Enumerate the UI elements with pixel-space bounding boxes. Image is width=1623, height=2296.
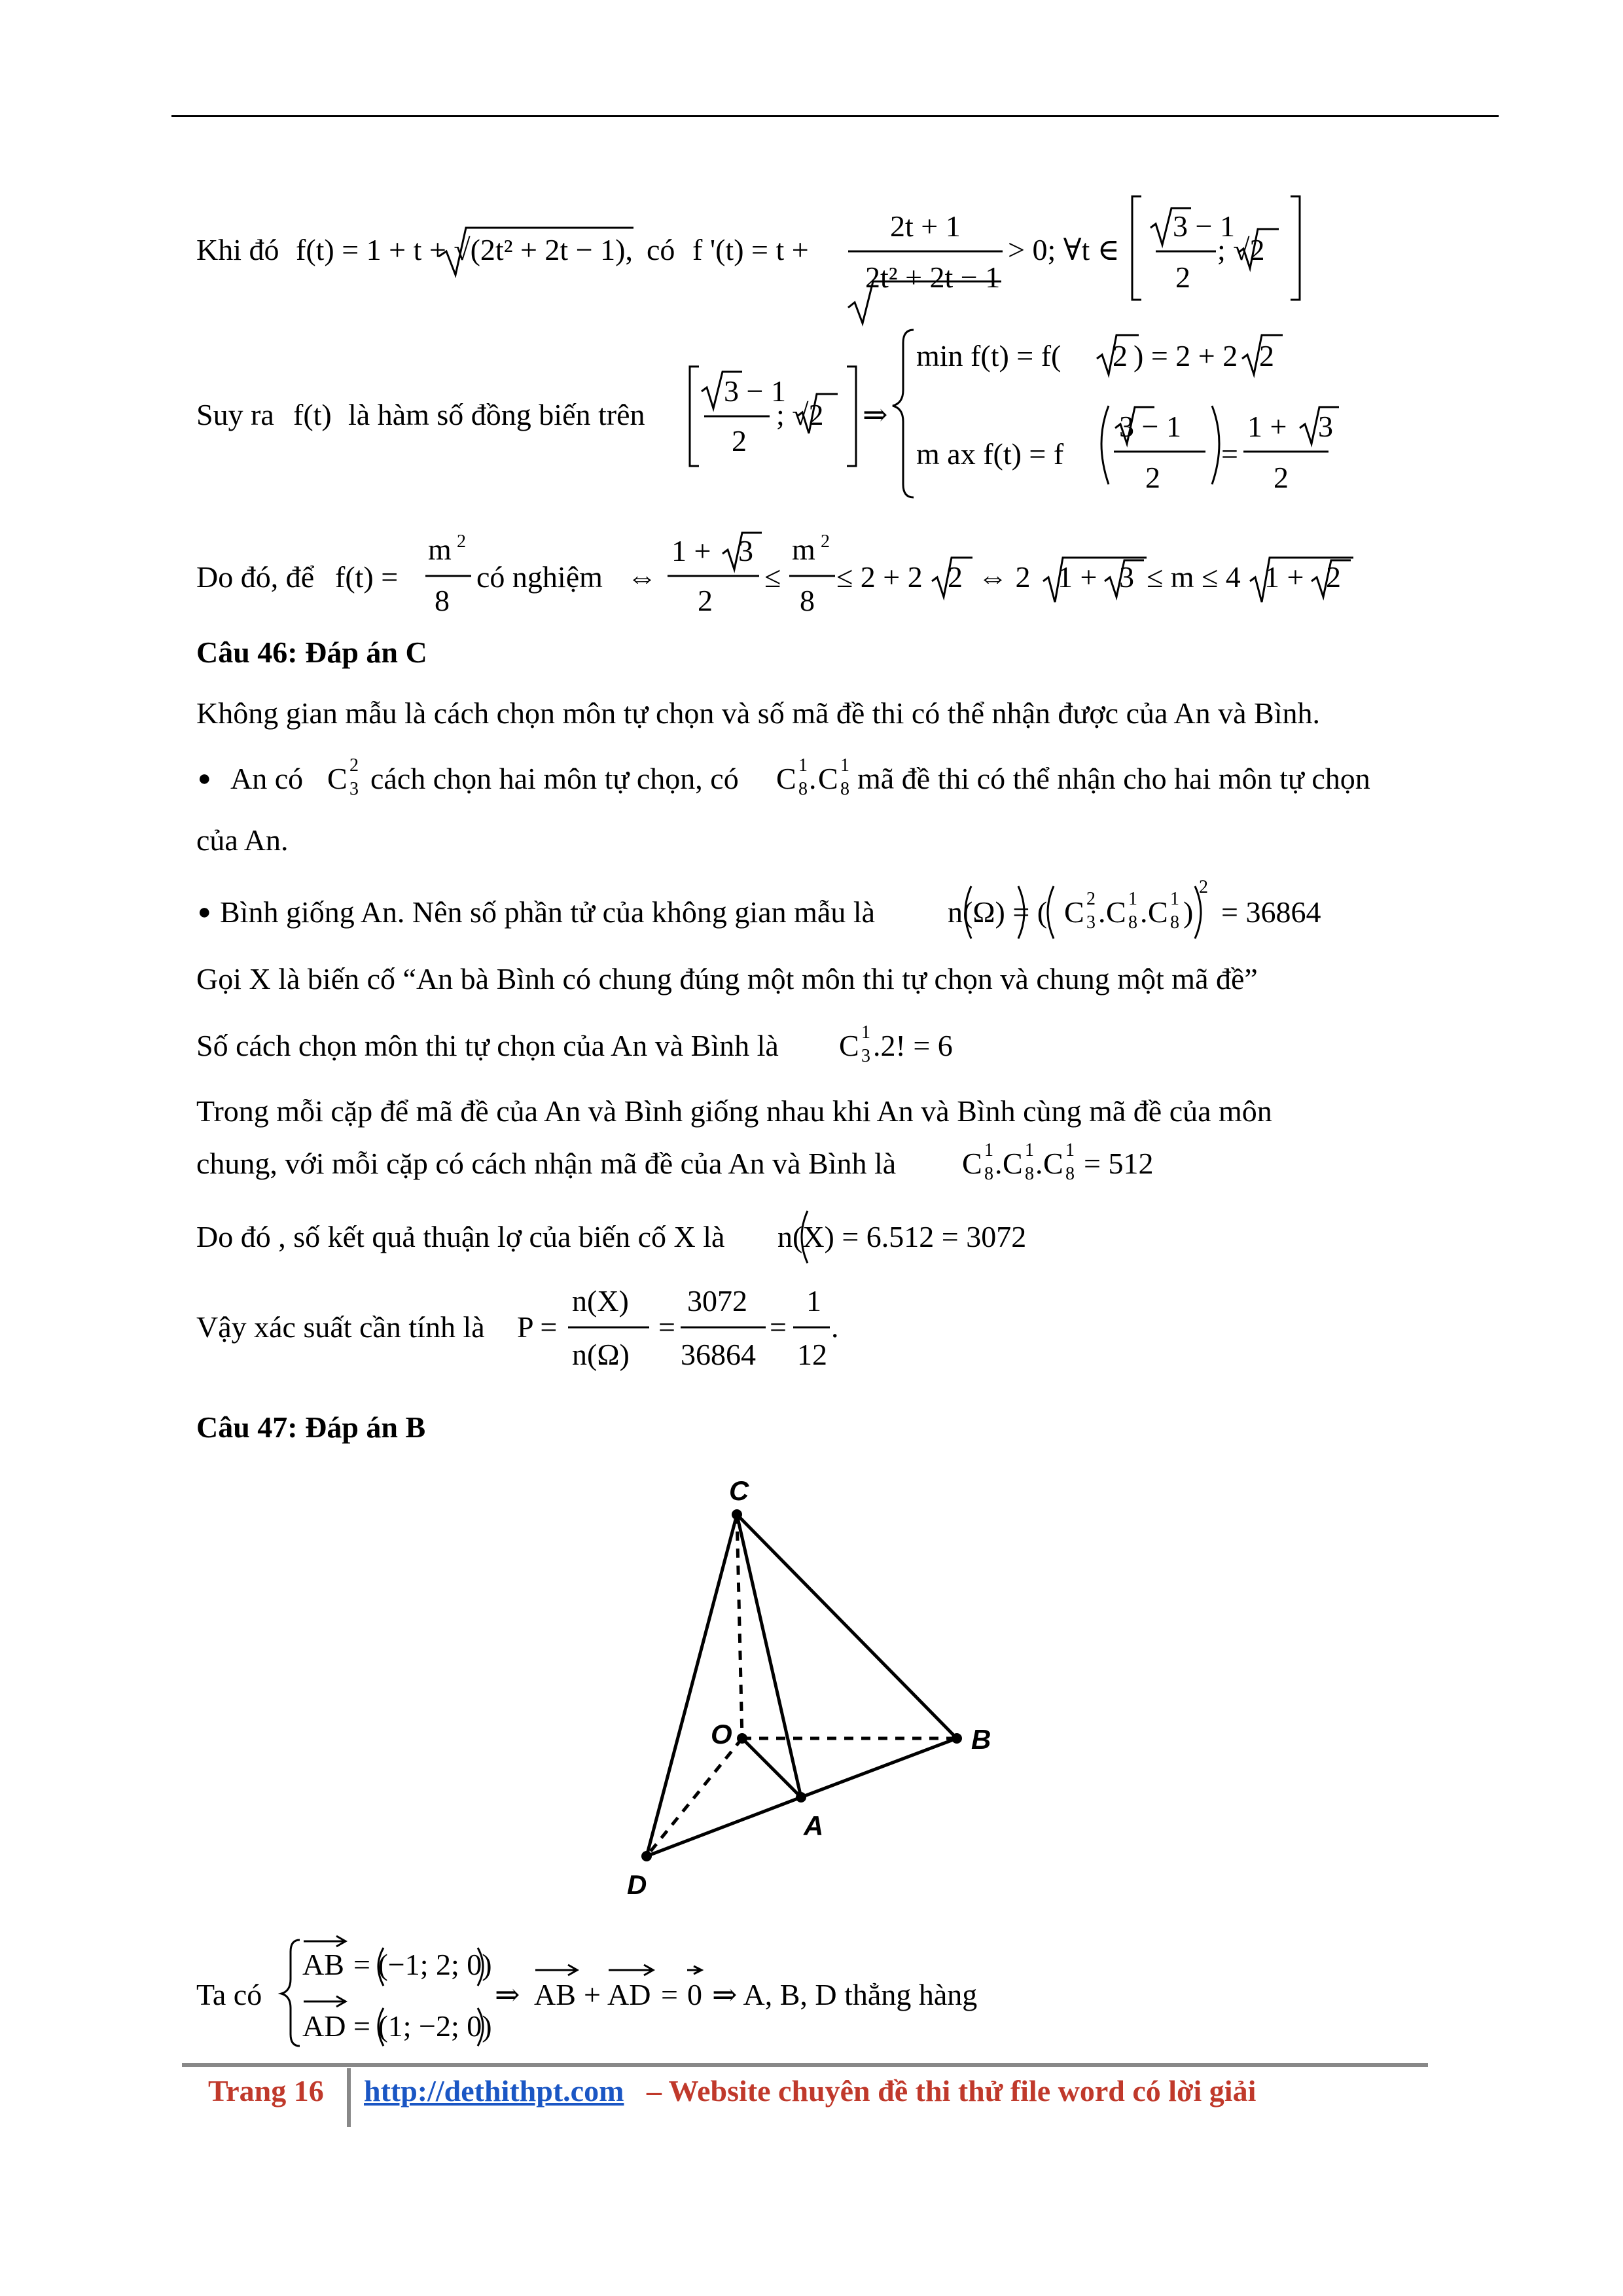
line3-inner2-b: 2 xyxy=(1326,560,1341,594)
q46-bullet1-c: mã đề thi có thể nhận cho hai môn tự chọn xyxy=(857,762,1370,795)
q46-p4-c3-sup: 1 xyxy=(1065,1140,1075,1160)
q46-p4-math: = 512 xyxy=(1084,1147,1154,1180)
q46-p4-c3-sub: 8 xyxy=(1065,1164,1075,1184)
footer-tagline: – Website chuyên đề thi thử file word có lời giải xyxy=(647,2074,1257,2108)
line1-co: có xyxy=(647,233,675,266)
bullet-dot-icon: ● xyxy=(198,900,211,924)
footer-page-number: Trang 16 xyxy=(208,2074,324,2108)
q46-p2: Gọi X là biến cố “An bà Bình có chung đúng một môn thi tự chọn và chung một mã đề” xyxy=(196,962,1258,996)
q46-p3-sup: 1 xyxy=(861,1022,870,1043)
q46-p6-den3: 12 xyxy=(797,1338,827,1371)
line2-interval-num: 3 − 1 xyxy=(724,374,786,408)
q47-plus: + xyxy=(584,1978,601,2011)
line3-a-num-a: 1 + xyxy=(671,534,711,567)
line2-ft: f(t) xyxy=(293,398,332,431)
q46-p6-den1: n(Ω) xyxy=(572,1338,630,1371)
footer-rule xyxy=(182,2063,1428,2067)
line3-inner1-a: 1 + xyxy=(1058,560,1097,594)
line3-ft: f(t) = xyxy=(335,560,399,594)
q47-ta-co: Ta có xyxy=(196,1978,262,2011)
label-O: O xyxy=(711,1719,732,1749)
line2-min-lhs: min f(t) = f( xyxy=(916,339,1061,372)
q47-heading: Câu 47: Đáp án B xyxy=(196,1410,426,1444)
line2-interval-den: 2 xyxy=(732,424,747,457)
q47-vec-ab-value: = (−1; 2; 0) xyxy=(353,1948,492,1981)
line3-inner1-b: 3 xyxy=(1119,560,1134,594)
q46-c81b-sub: 8 xyxy=(840,779,849,799)
line3-a-num-b: 3 xyxy=(738,534,753,567)
q46-p4-c1-sub: 8 xyxy=(984,1164,993,1184)
line1-frac-num: 2t + 1 xyxy=(890,209,961,243)
footer-divider xyxy=(347,2068,351,2127)
q46-p4-dot1: . xyxy=(995,1147,1003,1180)
q46-c81a-sup: 1 xyxy=(798,755,808,776)
q46-dot3: . xyxy=(1140,895,1148,929)
q46-p5-math: n(X) = 6.512 = 3072 xyxy=(777,1220,1027,1253)
line3-m2-base: m xyxy=(428,533,452,566)
q47-implies1: ⇒ xyxy=(495,1978,520,2011)
q46-p4-a: chung, với mỗi cặp có cách nhận mã đề của An và Bình là xyxy=(196,1147,897,1180)
line2-max-rnum-a: 1 + xyxy=(1247,410,1287,443)
q47-sum-ad: AD xyxy=(607,1978,651,2011)
q46-c81b-sup: 1 xyxy=(840,755,849,776)
line2-implies: ⇒ xyxy=(863,398,888,431)
q46-p6-eq2: = xyxy=(770,1310,787,1344)
line2-lead: Suy ra xyxy=(196,398,274,431)
q46-c81a-sub: 8 xyxy=(798,779,808,799)
q46-p4-c3: C xyxy=(1043,1147,1063,1180)
line3-m2-exp: 2 xyxy=(457,531,466,552)
line1-fprime: f '(t) = t + xyxy=(692,233,809,266)
line2-min-end: 2 xyxy=(1259,339,1274,372)
q46-p3-math: .2! = 6 xyxy=(873,1029,953,1062)
line1-frac-den: 2t² + 2t − 1 xyxy=(865,260,1001,294)
q46-n-omega: n(Ω) = ( xyxy=(948,895,1048,929)
q46-p4-line1: Trong mỗi cặp để mã đề của An và Bình giống nhau khi An và Bình cùng mã đề của môn xyxy=(196,1094,1272,1128)
line2-min-rhs: ) = 2 + 2 xyxy=(1133,339,1238,372)
line2-interval-right: ; √2 xyxy=(776,398,824,431)
q46-dot: . xyxy=(809,762,817,795)
q46-p4-c1-sup: 1 xyxy=(984,1140,993,1160)
q46-c81b: C xyxy=(818,762,838,795)
q46-c81c-sub: 8 xyxy=(1128,912,1137,933)
label-C: C xyxy=(729,1475,749,1506)
q46-p6-a: Vậy xác suất cần tính là xyxy=(196,1310,485,1344)
label-A: A xyxy=(804,1810,824,1841)
q47-vec-ad-label: AD xyxy=(302,2009,346,2043)
q46-close-paren: ) xyxy=(1183,895,1194,929)
line3-text: có nghiệm xyxy=(476,560,603,594)
q47-sum-ab: AB xyxy=(534,1978,576,2011)
q46-p6-P: P = xyxy=(517,1310,558,1344)
q46-p4-c2-sup: 1 xyxy=(1025,1140,1034,1160)
line3-m2b-exp: 2 xyxy=(821,531,830,552)
q46-p3-c: C xyxy=(839,1029,859,1062)
q46-bullet1-b: cách chọn hai môn tự chọn, có xyxy=(370,762,739,795)
line3-den8: 8 xyxy=(435,584,450,617)
q46-p6-num3: 1 xyxy=(806,1284,821,1318)
footer-link[interactable]: http://dethithpt.com xyxy=(364,2074,624,2108)
q46-p1: Không gian mẫu là cách chọn môn tự chọn và số mã đề thi có thể nhận được của An và Bình. xyxy=(196,696,1320,730)
line3-den8b: 8 xyxy=(800,584,815,617)
line2-max-den: 2 xyxy=(1145,461,1160,494)
q47-vec-ad-value: = (1; −2; 0) xyxy=(353,2009,492,2043)
line3-lead: Do đó, để xyxy=(196,560,315,594)
q46-bullet1-a: An có xyxy=(230,762,304,795)
line3-m2b-base: m xyxy=(792,533,815,566)
line1-f-def: f(t) = 1 + t + √(2t² + 2t − 1), xyxy=(296,233,633,266)
q46-p5-a: Do đó , số kết quả thuận lợ của biến cố X là xyxy=(196,1220,725,1253)
q47-zero: 0 xyxy=(687,1978,702,2011)
line3-a-den: 2 xyxy=(698,584,713,617)
q46-c81c-sup: 1 xyxy=(1128,889,1137,909)
q46-c81d: C xyxy=(1148,895,1168,929)
q46-heading: Câu 46: Đáp án C xyxy=(196,636,427,669)
line3-le: ≤ xyxy=(764,560,781,594)
line2-max-num: 3 − 1 xyxy=(1119,410,1181,443)
q46-p3-sub: 3 xyxy=(861,1046,870,1066)
q46-sq: 2 xyxy=(1199,877,1208,897)
q47-sum-eq: = xyxy=(661,1978,678,2011)
q46-c32: C xyxy=(327,762,348,795)
q46-p3-a: Số cách chọn môn thi tự chọn của An và Bình là xyxy=(196,1029,779,1062)
label-D: D xyxy=(627,1869,647,1900)
q46-c32-sub: 3 xyxy=(349,779,359,799)
q47-conclusion: ⇒ A, B, D thẳng hàng xyxy=(712,1978,978,2011)
line2-min-mid: 2 xyxy=(1113,339,1128,372)
line3-rest1-r: 2 xyxy=(948,560,963,594)
q46-p6-den2: 36864 xyxy=(681,1338,756,1371)
line3-rest2: ≤ m ≤ 4 xyxy=(1147,560,1241,594)
q46-p4-c1: C xyxy=(962,1147,982,1180)
q46-dot2: . xyxy=(1098,895,1106,929)
label-B: B xyxy=(971,1724,991,1755)
line3-inner2-a: 1 + xyxy=(1264,560,1304,594)
line3-rest1: ≤ 2 + 2 xyxy=(836,560,923,594)
q46-p4-dot2: . xyxy=(1035,1147,1043,1180)
q46-p6-end: . xyxy=(831,1310,839,1344)
q46-result1: = 36864 xyxy=(1221,895,1321,929)
line2-max-eq: = xyxy=(1221,437,1238,471)
q46-c81c: C xyxy=(1106,895,1126,929)
line1-interval-num: 3 − 1 xyxy=(1173,209,1235,243)
q46-c32-sup: 2 xyxy=(349,755,359,776)
q46-p6-num2: 3072 xyxy=(687,1284,747,1318)
q46-p4-c2-sub: 8 xyxy=(1025,1164,1034,1184)
q46-bullet1-cont: của An. xyxy=(196,823,289,857)
q46-c81d-sub: 8 xyxy=(1170,912,1179,933)
line1-interval-den: 2 xyxy=(1175,260,1190,294)
line1-lead: Khi đó xyxy=(196,233,279,266)
q46-c81d-sup: 1 xyxy=(1170,889,1179,909)
q46-c81a: C xyxy=(776,762,796,795)
line2-max-rden: 2 xyxy=(1274,461,1289,494)
q46-c32b-sub: 3 xyxy=(1086,912,1096,933)
line2-max-lhs: m ax f(t) = f xyxy=(916,437,1064,471)
q47-vec-ab-label: AB xyxy=(302,1948,344,1981)
q46-p4-c2: C xyxy=(1003,1147,1023,1180)
q46-c32b-sup: 2 xyxy=(1086,889,1096,909)
line3-iff2: ⇔ 2 xyxy=(978,560,1031,594)
q46-bullet2-a: Bình giống An. Nên số phần tử của không gian mẫu là xyxy=(220,895,876,929)
bullet-dot-icon: ● xyxy=(198,766,211,791)
q46-c32b: C xyxy=(1064,895,1084,929)
line2-text: là hàm số đồng biến trên xyxy=(348,398,645,431)
line1-interval-right: ; √2 xyxy=(1217,233,1265,266)
line1-tail: > 0; ∀t ∈ xyxy=(1008,233,1120,266)
q46-p6-eq1: = xyxy=(658,1310,675,1344)
line2-max-rnum-b: 3 xyxy=(1318,410,1333,443)
line3-iff: ⇔ xyxy=(627,560,657,594)
q46-p6-num1: n(X) xyxy=(572,1284,629,1318)
